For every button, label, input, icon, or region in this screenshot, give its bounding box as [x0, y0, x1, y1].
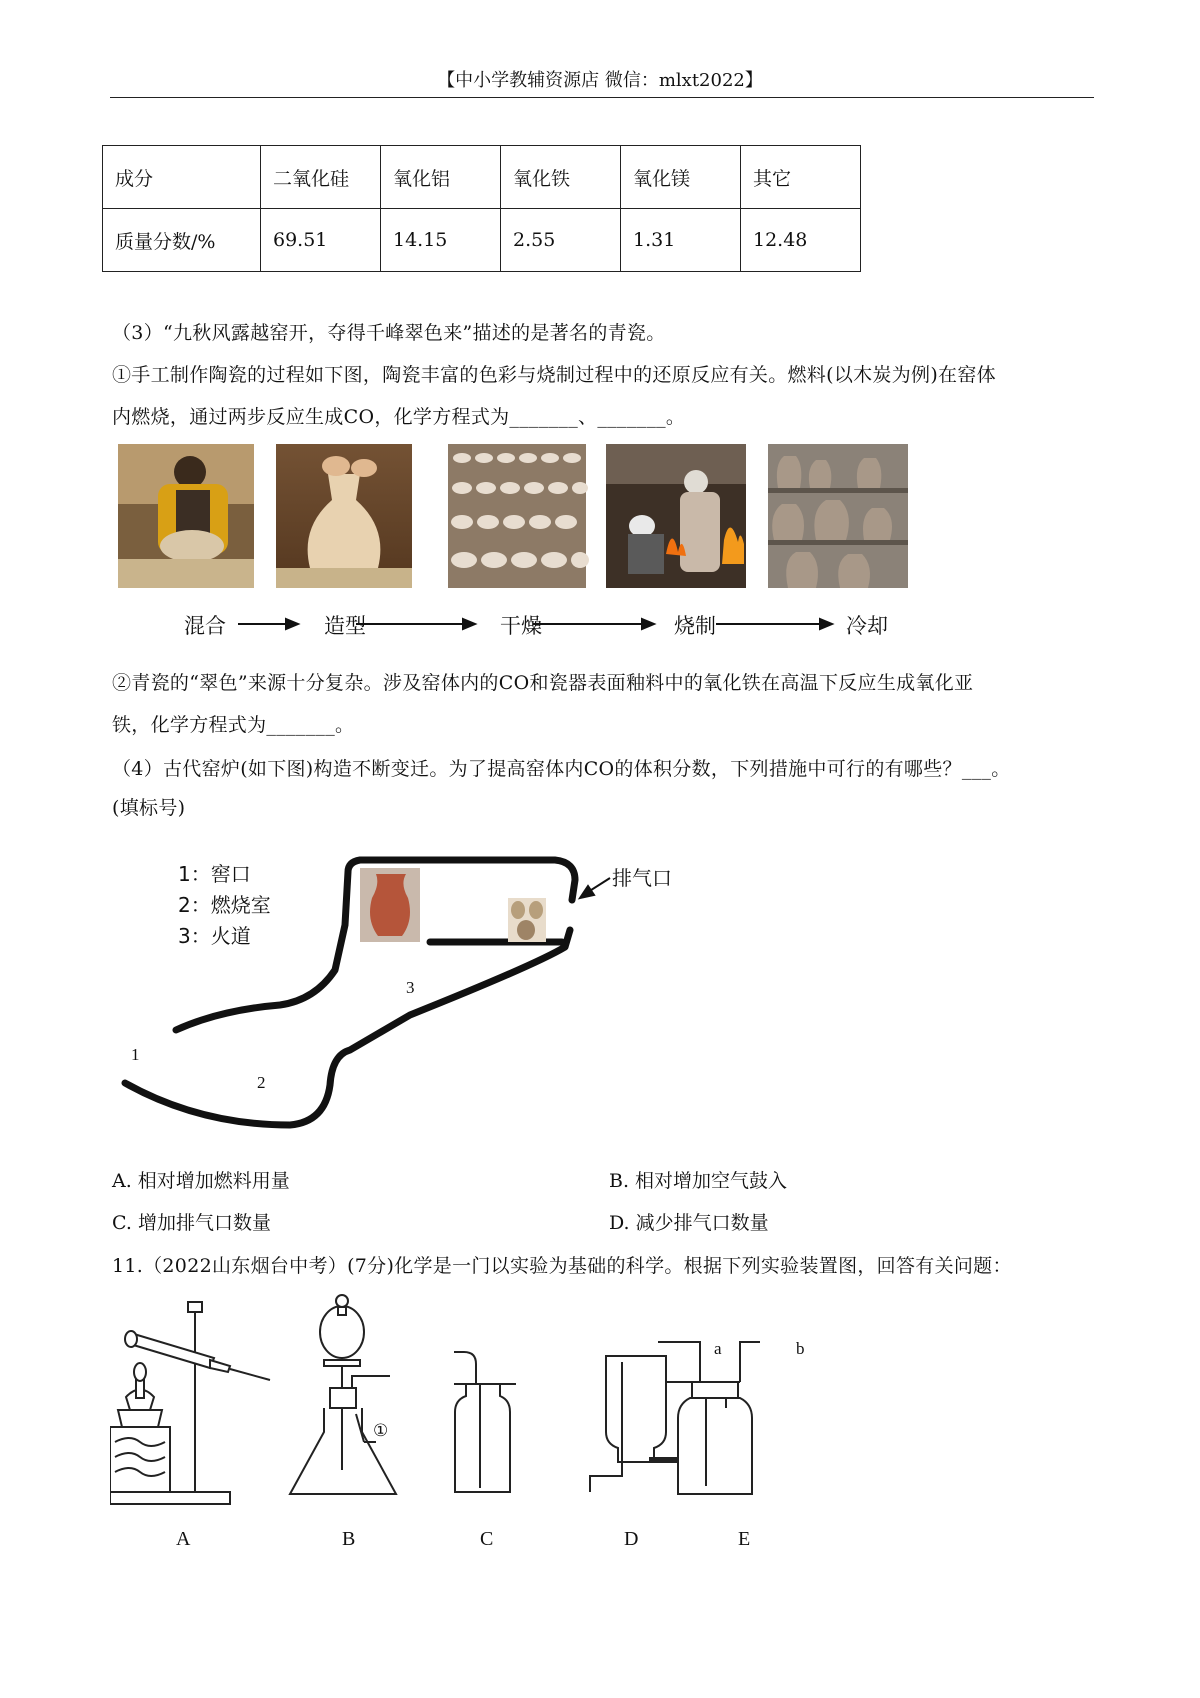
label-e: E: [738, 1528, 751, 1550]
apparatus-figure: [110, 1292, 830, 1522]
apparatus-e: [658, 1342, 760, 1494]
apparatus-a: [110, 1302, 270, 1504]
label-b: B: [342, 1528, 356, 1550]
port-b-label: b: [796, 1339, 805, 1358]
q3-p2-line2: 铁，化学方程式为_______。: [112, 714, 355, 736]
q3-p1-line1: ①手工制作陶瓷的过程如下图，陶瓷丰富的色彩与烧制过程中的还原反应有关。燃料(以木炭为例)在窑体: [112, 364, 996, 386]
apparatus-b: [290, 1295, 396, 1494]
table-header-row: [103, 146, 861, 209]
table-cell: 1.31: [621, 209, 741, 272]
port-a-label: a: [714, 1339, 722, 1358]
option-b: B. 相对增加空气鼓入: [609, 1170, 788, 1192]
step-firing: 烧制: [674, 614, 716, 638]
table-cell: 成分: [103, 146, 261, 209]
firing-photo: [606, 444, 746, 588]
page-header: 【中小学教辅资源店 微信：mlxt2022】: [437, 70, 763, 91]
header-rule: [110, 97, 1094, 98]
step-drying: 干燥: [500, 614, 542, 638]
q4-line2: (填标号): [112, 797, 186, 819]
label-d: D: [624, 1528, 639, 1550]
table-cell: 69.51: [261, 209, 381, 272]
q4-line1: （4）古代窑炉(如下图)构造不断变迁。为了提高窑体内CO的体积分数，下列措施中可行的有哪些？___。: [112, 758, 1011, 780]
kiln-number-3: 3: [406, 978, 415, 997]
q3-p1-line2: 内燃烧，通过两步反应生成CO，化学方程式为_______、_______。: [112, 406, 686, 428]
shaping-photo: [276, 444, 412, 588]
step-shaping: 造型: [324, 614, 366, 638]
apparatus-c: [454, 1352, 516, 1492]
table-cell: 质量分数/%: [103, 209, 261, 272]
composition-table: [102, 145, 861, 272]
table-cell: 氧化镁: [621, 146, 741, 209]
pots-icon: [508, 898, 546, 942]
exhaust-arrow: [580, 878, 610, 898]
table-cell: 氧化铝: [381, 146, 501, 209]
option-a: A. 相对增加燃料用量: [112, 1170, 290, 1192]
option-d: D. 减少排气口数量: [609, 1212, 769, 1234]
step-cooling: 冷却: [846, 614, 888, 638]
label-c: C: [480, 1528, 494, 1550]
mixing-photo: [118, 444, 254, 588]
q3-p2-line1: ②青瓷的“翠色”来源十分复杂。涉及窑体内的CO和瓷器表面釉料中的氧化铁在高温下反应生成氧化亚: [112, 672, 974, 694]
step-mixing: 混合: [184, 614, 226, 638]
table-cell: 14.15: [381, 209, 501, 272]
legend-kiln-mouth: 1：窖口: [178, 862, 251, 886]
table-cell: 二氧化硅: [261, 146, 381, 209]
table-cell: 其它: [741, 146, 861, 209]
table-cell: 12.48: [741, 209, 861, 272]
vase-icon: [360, 868, 420, 942]
kiln-bottom-wall: [125, 930, 570, 1125]
exhaust-label: 排气口: [612, 866, 672, 890]
cooling-photo: [768, 444, 908, 588]
table-cell: 2.55: [501, 209, 621, 272]
apparatus-d: [590, 1356, 680, 1492]
label-a: A: [176, 1528, 191, 1550]
q11-text: 11.（2022山东烟台中考）(7分)化学是一门以实验为基础的科学。根据下列实验装置图，回答有关问题：: [112, 1255, 1012, 1277]
legend-flue: 3：火道: [178, 924, 251, 948]
option-c: C. 增加排气口数量: [112, 1212, 271, 1234]
drying-photo: [448, 444, 589, 588]
table-row: [103, 209, 861, 272]
kiln-number-2: 2: [257, 1073, 266, 1092]
legend-combustion-chamber: 2：燃烧室: [178, 893, 271, 917]
marker-1: ①: [373, 1421, 389, 1440]
kiln-number-1: 1: [131, 1045, 140, 1064]
q3-title: （3）“九秋风露越窑开，夺得千峰翠色来”描述的是著名的青瓷。: [112, 322, 666, 344]
table-cell: 氧化铁: [501, 146, 621, 209]
